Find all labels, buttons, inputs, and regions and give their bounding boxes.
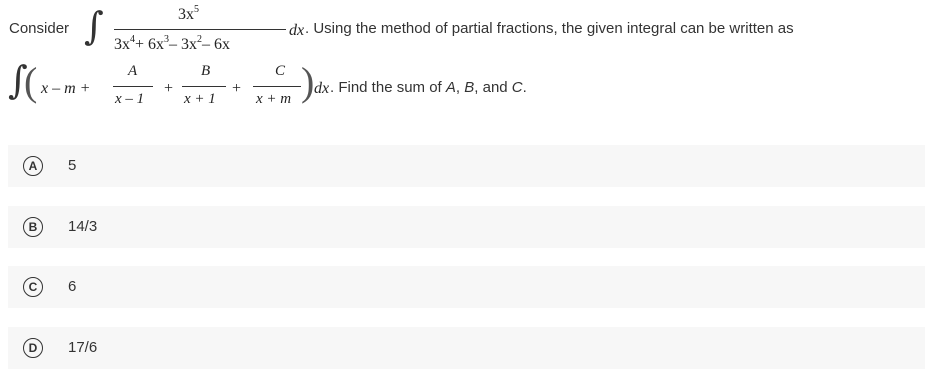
plus-sign-1: + xyxy=(164,80,174,97)
right-paren: ) xyxy=(301,59,315,104)
option-b-text: 14/3 xyxy=(68,218,98,235)
option-d[interactable] xyxy=(8,327,925,369)
option-d-text: 17/6 xyxy=(68,339,98,356)
integral-sign-2: ∫ xyxy=(8,58,28,102)
numerator-C: C xyxy=(275,63,286,79)
fraction-bar-B xyxy=(182,86,226,87)
x-minus-m: x – m + xyxy=(41,80,91,97)
option-a[interactable] xyxy=(8,145,925,187)
dx-term-2: dx xyxy=(314,80,330,97)
dx-term-1: dx xyxy=(289,22,305,39)
question-intro: Consider xyxy=(9,20,70,37)
question-sentence-1: . Using the method of partial fractions, the given integral can be written as xyxy=(305,20,794,37)
question-sentence-2: . Find the sum of A, B, and C. xyxy=(330,79,527,96)
option-a-text: 5 xyxy=(68,157,77,174)
plus-sign-2: + xyxy=(232,80,242,97)
option-d-letter: D xyxy=(23,338,43,358)
integrand-numerator: $3x^5$ xyxy=(178,4,199,23)
numerator-B: B xyxy=(201,63,211,79)
fraction-bar-C xyxy=(253,86,301,87)
option-c-text: 6 xyxy=(68,278,77,295)
denominator-A: x – 1 xyxy=(115,91,145,107)
fraction-bar-A xyxy=(113,86,153,87)
option-c-letter: C xyxy=(23,277,43,297)
denominator-B: x + 1 xyxy=(184,91,216,107)
integral-sign: ∫ xyxy=(84,4,104,48)
option-a-letter: A xyxy=(23,156,43,176)
option-c[interactable] xyxy=(8,266,925,308)
denominator-C: x + m xyxy=(256,91,292,107)
left-paren: ( xyxy=(24,59,38,104)
numerator-A: A xyxy=(128,63,138,79)
option-b[interactable] xyxy=(8,206,925,248)
integrand-denominator: $3x^4+ 6x^3-$ $3x^2-$ 6x xyxy=(114,34,231,53)
main-fraction-bar xyxy=(114,29,286,30)
option-b-letter: B xyxy=(23,217,43,237)
